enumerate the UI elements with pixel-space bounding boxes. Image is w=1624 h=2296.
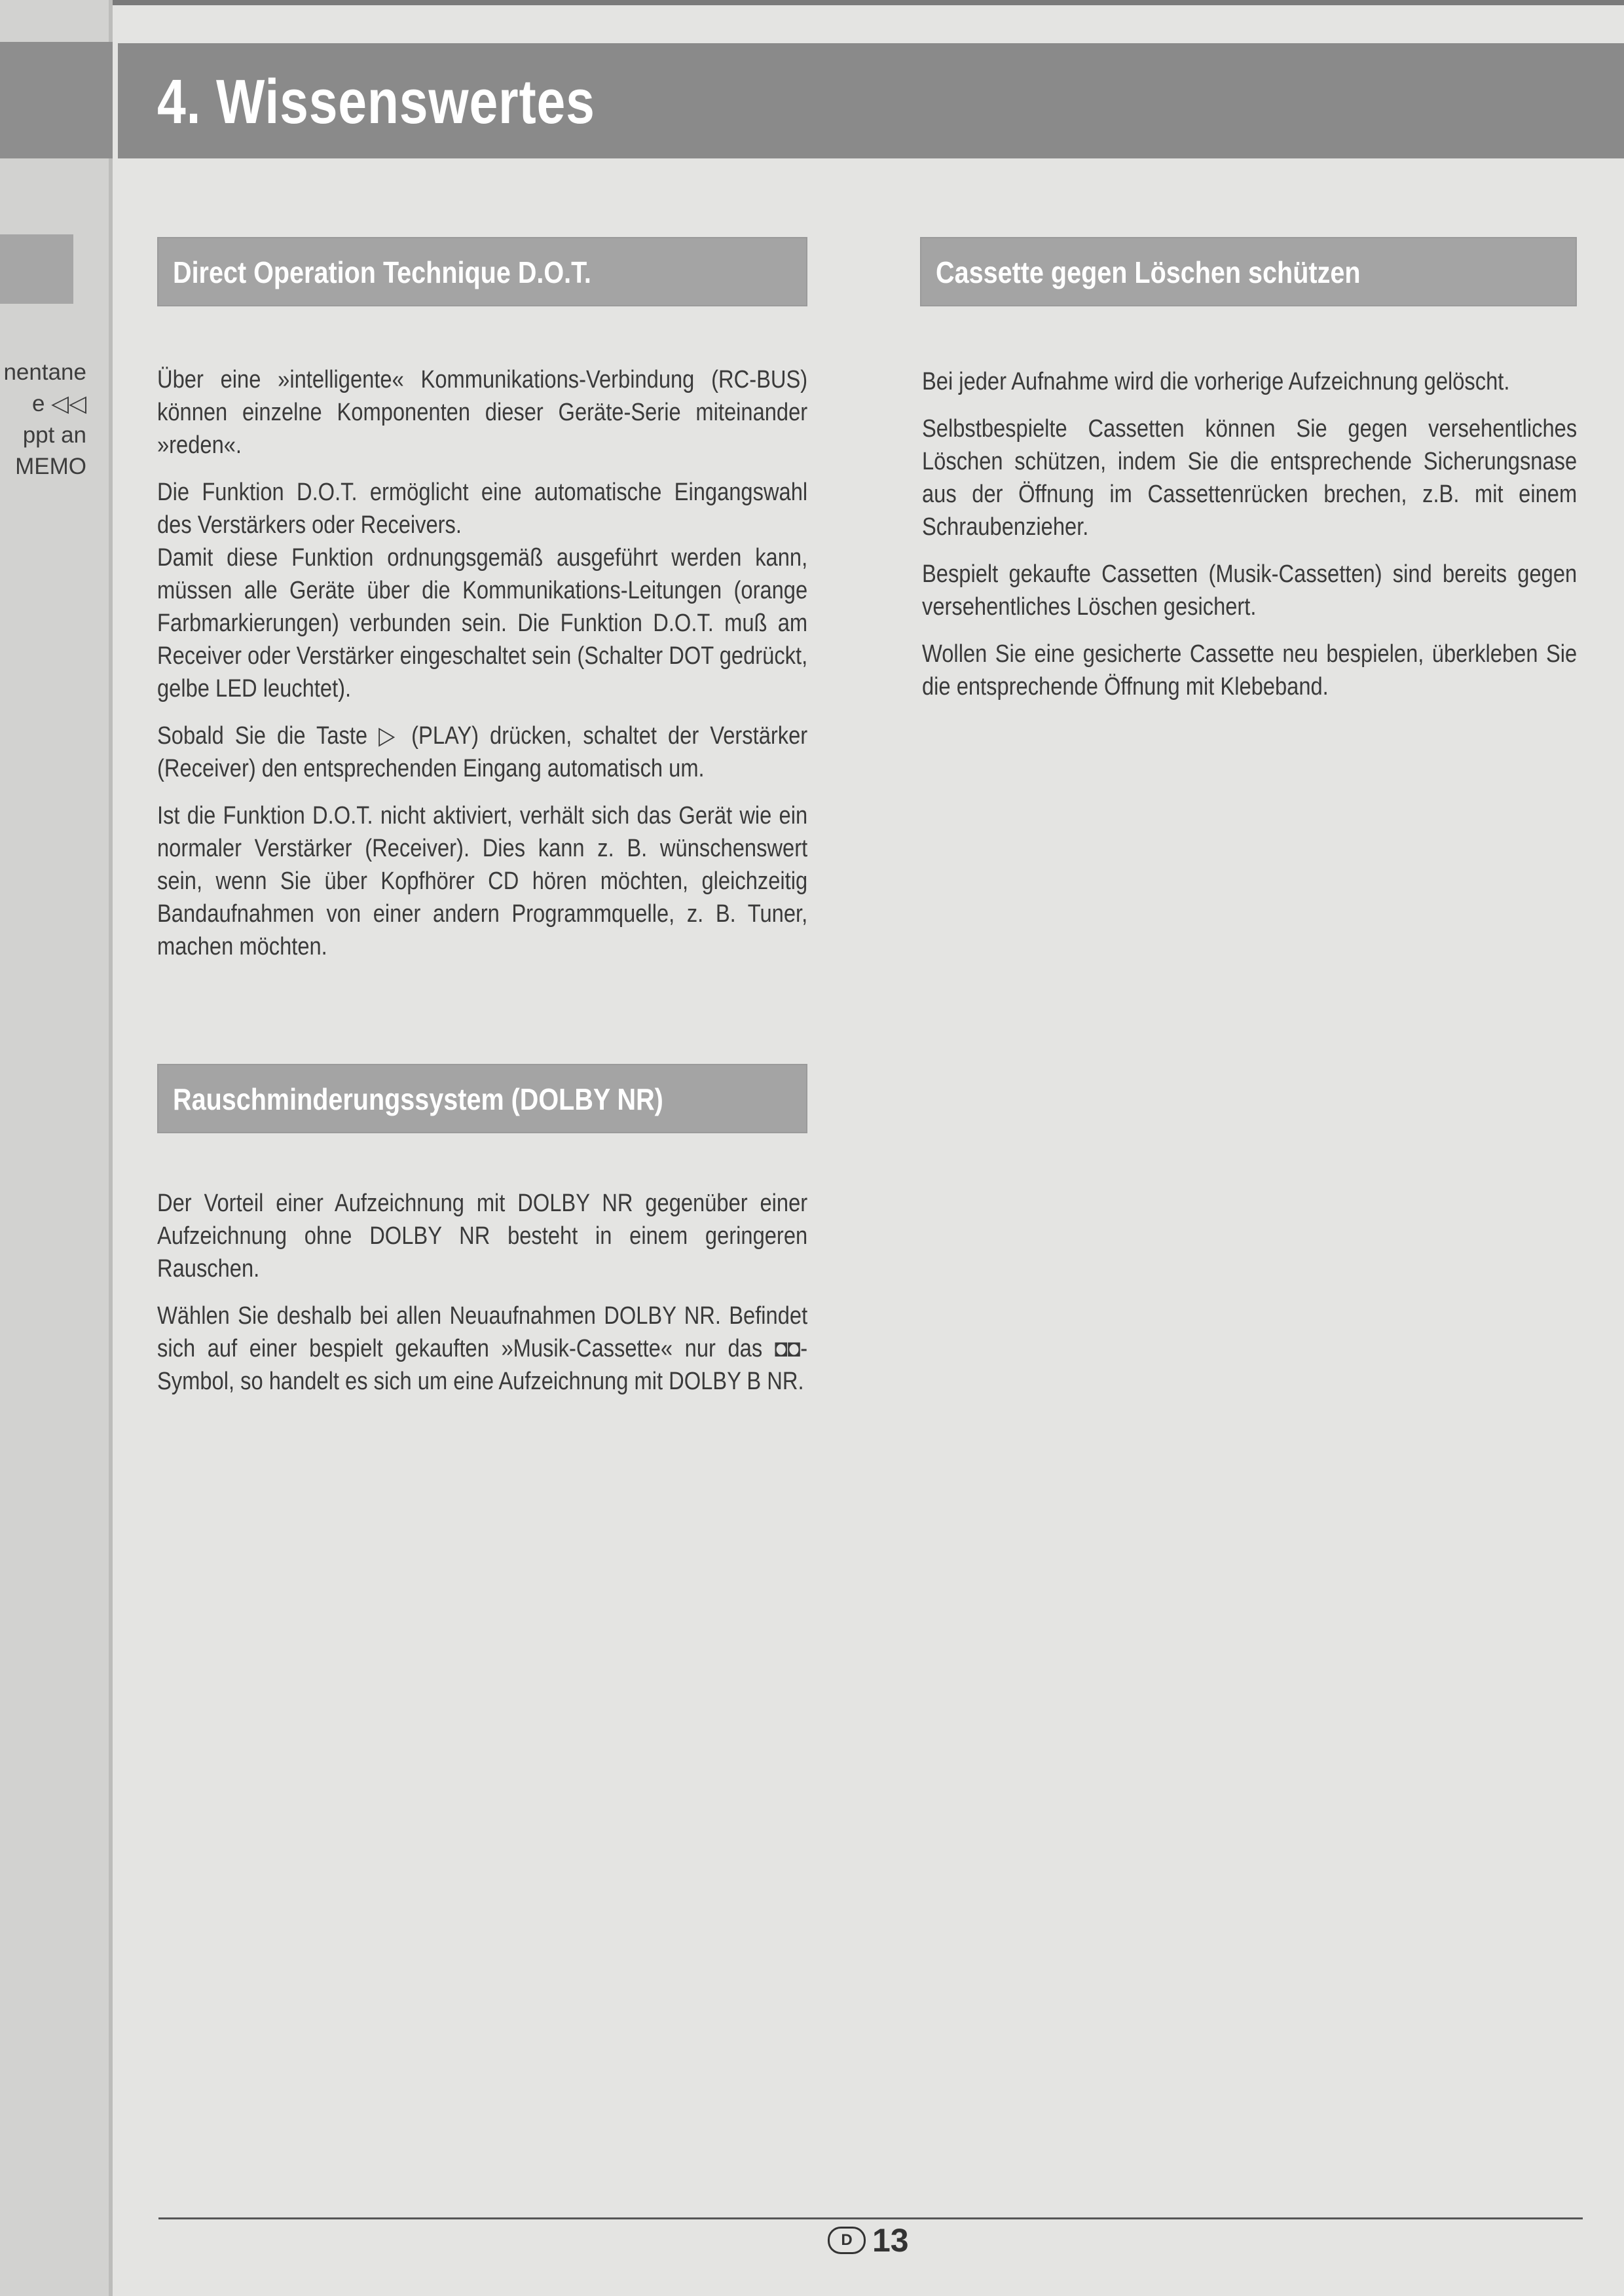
language-badge: D [828, 2227, 866, 2254]
section-body-dolby [157, 1187, 807, 1412]
previous-page-line: e ◁◁ [31, 391, 86, 416]
paragraph: Der Vorteil einer Aufzeichnung mit DOLBY NR gegenüber einer Aufzeichnung ohne DOLBY NR besteht in einem geringeren Rauschen. [157, 1190, 808, 1283]
paragraph: Bei jeder Aufnahme wird die vorherige Aufzeichnung gelöscht. [922, 368, 1510, 395]
paragraph: Die Funktion D.O.T. ermöglicht eine automatische Eingangswahl des Verstärkers oder Receivers. [157, 479, 808, 539]
section-heading-text: Cassette gegen Löschen schützen [936, 255, 1361, 289]
page-top-edge [0, 0, 1624, 5]
paragraph: Über eine »intelligente« Kommunikations-Verbindung (RC-BUS) können einzelne Komponenten dieser Geräte-Serie miteinander »reden«. [157, 366, 808, 459]
previous-page-text [0, 357, 111, 483]
paragraph: Wollen Sie eine gesicherte Cassette neu bespielen, überkleben Sie die entsprechende Öffnung mit Klebeband. [922, 640, 1578, 701]
chapter-title: 4. Wissenswertes [157, 67, 595, 137]
section-body-cassette [922, 365, 1577, 718]
previous-page-heading-box [0, 234, 73, 304]
page-number-text: 13 [872, 2222, 909, 2259]
section-heading-dot [157, 237, 807, 306]
previous-page-strip [0, 0, 113, 2296]
footer-rule [158, 2217, 1583, 2219]
previous-page-line: MEMO [15, 454, 86, 479]
paragraph: Selbstbespielte Cassetten können Sie gegen versehentliches Löschen schützen, indem Sie die entsprechende Sicherungsnase aus der Öffnung im Cassettenrücken brechen, z.B. mit einem Schraubenzieher. [922, 415, 1578, 541]
section-heading-text: Direct Operation Technique D.O.T. [173, 255, 591, 289]
page-number [828, 2221, 909, 2259]
paragraph: Sobald Sie die Taste ▷ (PLAY) drücken, schaltet der Verstärker (Receiver) den entsprechenden Eingang automatisch um. [157, 722, 808, 782]
section-body-dot [157, 363, 807, 977]
paragraph: Bespielt gekaufte Cassetten (Musik-Cassetten) sind bereits gegen versehentliches Löschen gesichert. [922, 560, 1578, 621]
paragraph: Damit diese Funktion ordnungsgemäß ausgeführt werden kann, müssen alle Geräte über die Kommunikations-Leitungen (orange Farbmarkierungen) verbunden sein. Die Funktion D.O.T. muß am Receiver oder Verstärker eingeschaltet sein (Schalter DOT gedrückt, gelbe LED leuchtet). [157, 544, 808, 702]
section-heading-text: Rauschminderungssystem (DOLBY NR) [173, 1082, 663, 1116]
section-heading-dolby [157, 1064, 807, 1133]
previous-page-line: nentane [3, 359, 86, 385]
section-heading-cassette [920, 237, 1577, 306]
paragraph: Ist die Funktion D.O.T. nicht aktiviert, verhält sich das Gerät wie ein normaler Verstärker (Receiver). Dies kann z. B. wünschenswert sein, wenn Sie über Kopfhörer CD hören möchten, gleichzeitig Bandaufnahmen von einer andern Programmquelle, z. B. Tuner, machen möchten. [157, 802, 808, 960]
previous-page-banner [0, 42, 113, 158]
paragraph: Wählen Sie deshalb bei allen Neuaufnahmen DOLBY NR. Befindet sich auf einer bespielt gekauften »Musik-Cassette« nur das ◘◘-Symbol, so handelt es sich um eine Aufzeichnung mit DOLBY B NR. [157, 1302, 808, 1395]
page-spine [109, 0, 113, 2296]
previous-page-line: ppt an [22, 422, 86, 448]
